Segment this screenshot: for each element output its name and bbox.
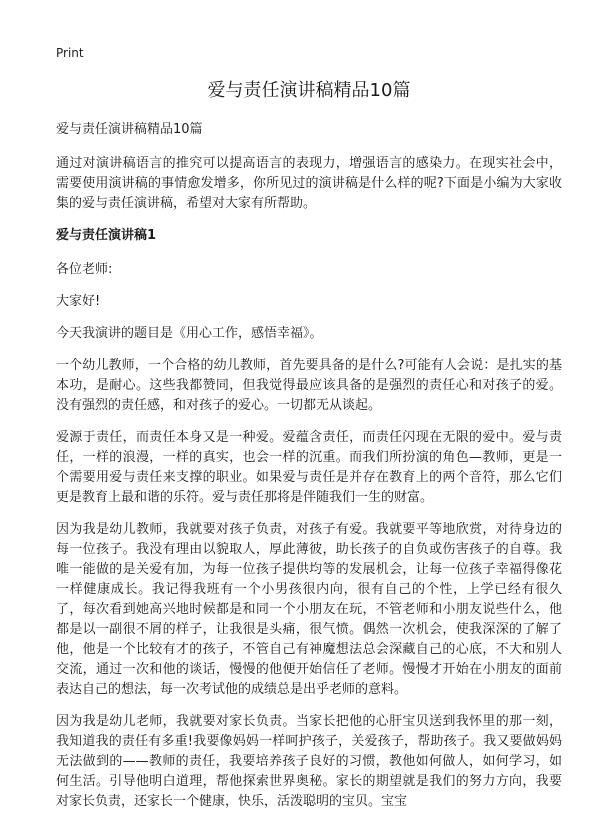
body-paragraph: 因为我是幼儿老师，我就要对家长负责。当家长把他的心肝宝贝送到我怀里的那一刻，我知道我的责任有多重!我要像妈妈一样呵护孩子，关爱孩子，帮助孩子。我又要做妈妈无法做到的——教师的责任，我要培养孩子良好的习惯，教他如何做人，如何学习，如何生活。引导他明白道理，帮他探索世界奥秘。家长的期望就是我们的努力方向，我要对家长负责，还家长一个健康，快乐，活泼聪明的宝贝。宝宝 [56,714,562,809]
body-paragraph: 一个幼儿教师，一个合格的幼儿教师，首先要具备的是什么?可能有人会说：是扎实的基本功，是耐心。这些我都赞同，但我觉得最应该具备的是强烈的责任心和对孩子的爱。没有强烈的责任感，和对孩子的爱心。一切都无从谈起。 [56,358,562,413]
print-link[interactable]: Print [56,46,84,60]
section-heading: 爱与责任演讲稿1 [56,228,157,243]
document-subtitle: 爱与责任演讲稿精品10篇 [56,122,203,137]
greeting-everyone: 大家好! [56,294,101,309]
speech-topic-paragraph: 今天我演讲的题目是《用心工作，感悟幸福》。 [56,326,323,341]
body-paragraph: 因为我是幼儿教师，我就要对孩子负责，对孩子有爱。我就要平等地欣赏，对待身边的每一位孩子。我没有理由以貌取人，厚此薄彼，助长孩子的自负或伤害孩子的自尊。我唯一能做的是关爱有加，为每一位孩子提供均等的发展机会，让每一位孩子幸福得像花一样健康成长。我记得我班有一个小男孩很内向，很有自己的个性，上学已经有很久了，每次看到她高兴地时候都是和同一个小朋友在玩，不管老师和小朋友说些什么，他都是以一副很不屑的样子，让我很是头痛，很气愤。偶然一次机会，使我深深的了解了他，他是一个比较有才的孩子，不管自己有神魔想法总会深藏自己的心底，不大和别人交流，通过一次和他的谈话，慢慢的他便开始信任了老师。慢慢才开始在小朋友的面前表达自己的想法，每一次考试他的成绩总是出乎老师的意料。 [56,522,562,697]
document-body [56,120,562,824]
greeting-teachers: 各位老师: [56,262,113,277]
body-paragraph: 爱源于责任，而责任本身又是一种爱。爱蕴含责任，而责任闪现在无限的爱中。爱与责任，一样的浪漫，一样的真实，也会一样的沉重。而我们所扮演的角色—教师，更是一个需要用爱与责任来支撑的职业。如果爱与责任是并存在教育上的两个音符，那么它们更是教育上最和谐的乐符。爱与责任那将是伴随我们一生的财富。 [56,430,562,505]
intro-paragraph: 通过对演讲稿语言的推究可以提高语言的表现力，增强语言的感染力。在现实社会中，需要使用演讲稿的事情愈发增多，你所见过的演讲稿是什么样的呢?下面是小编为大家收集的爱与责任演讲稿，希望对大家有所帮助。 [56,156,562,211]
page-title: 爱与责任演讲稿精品10篇 [207,80,411,101]
